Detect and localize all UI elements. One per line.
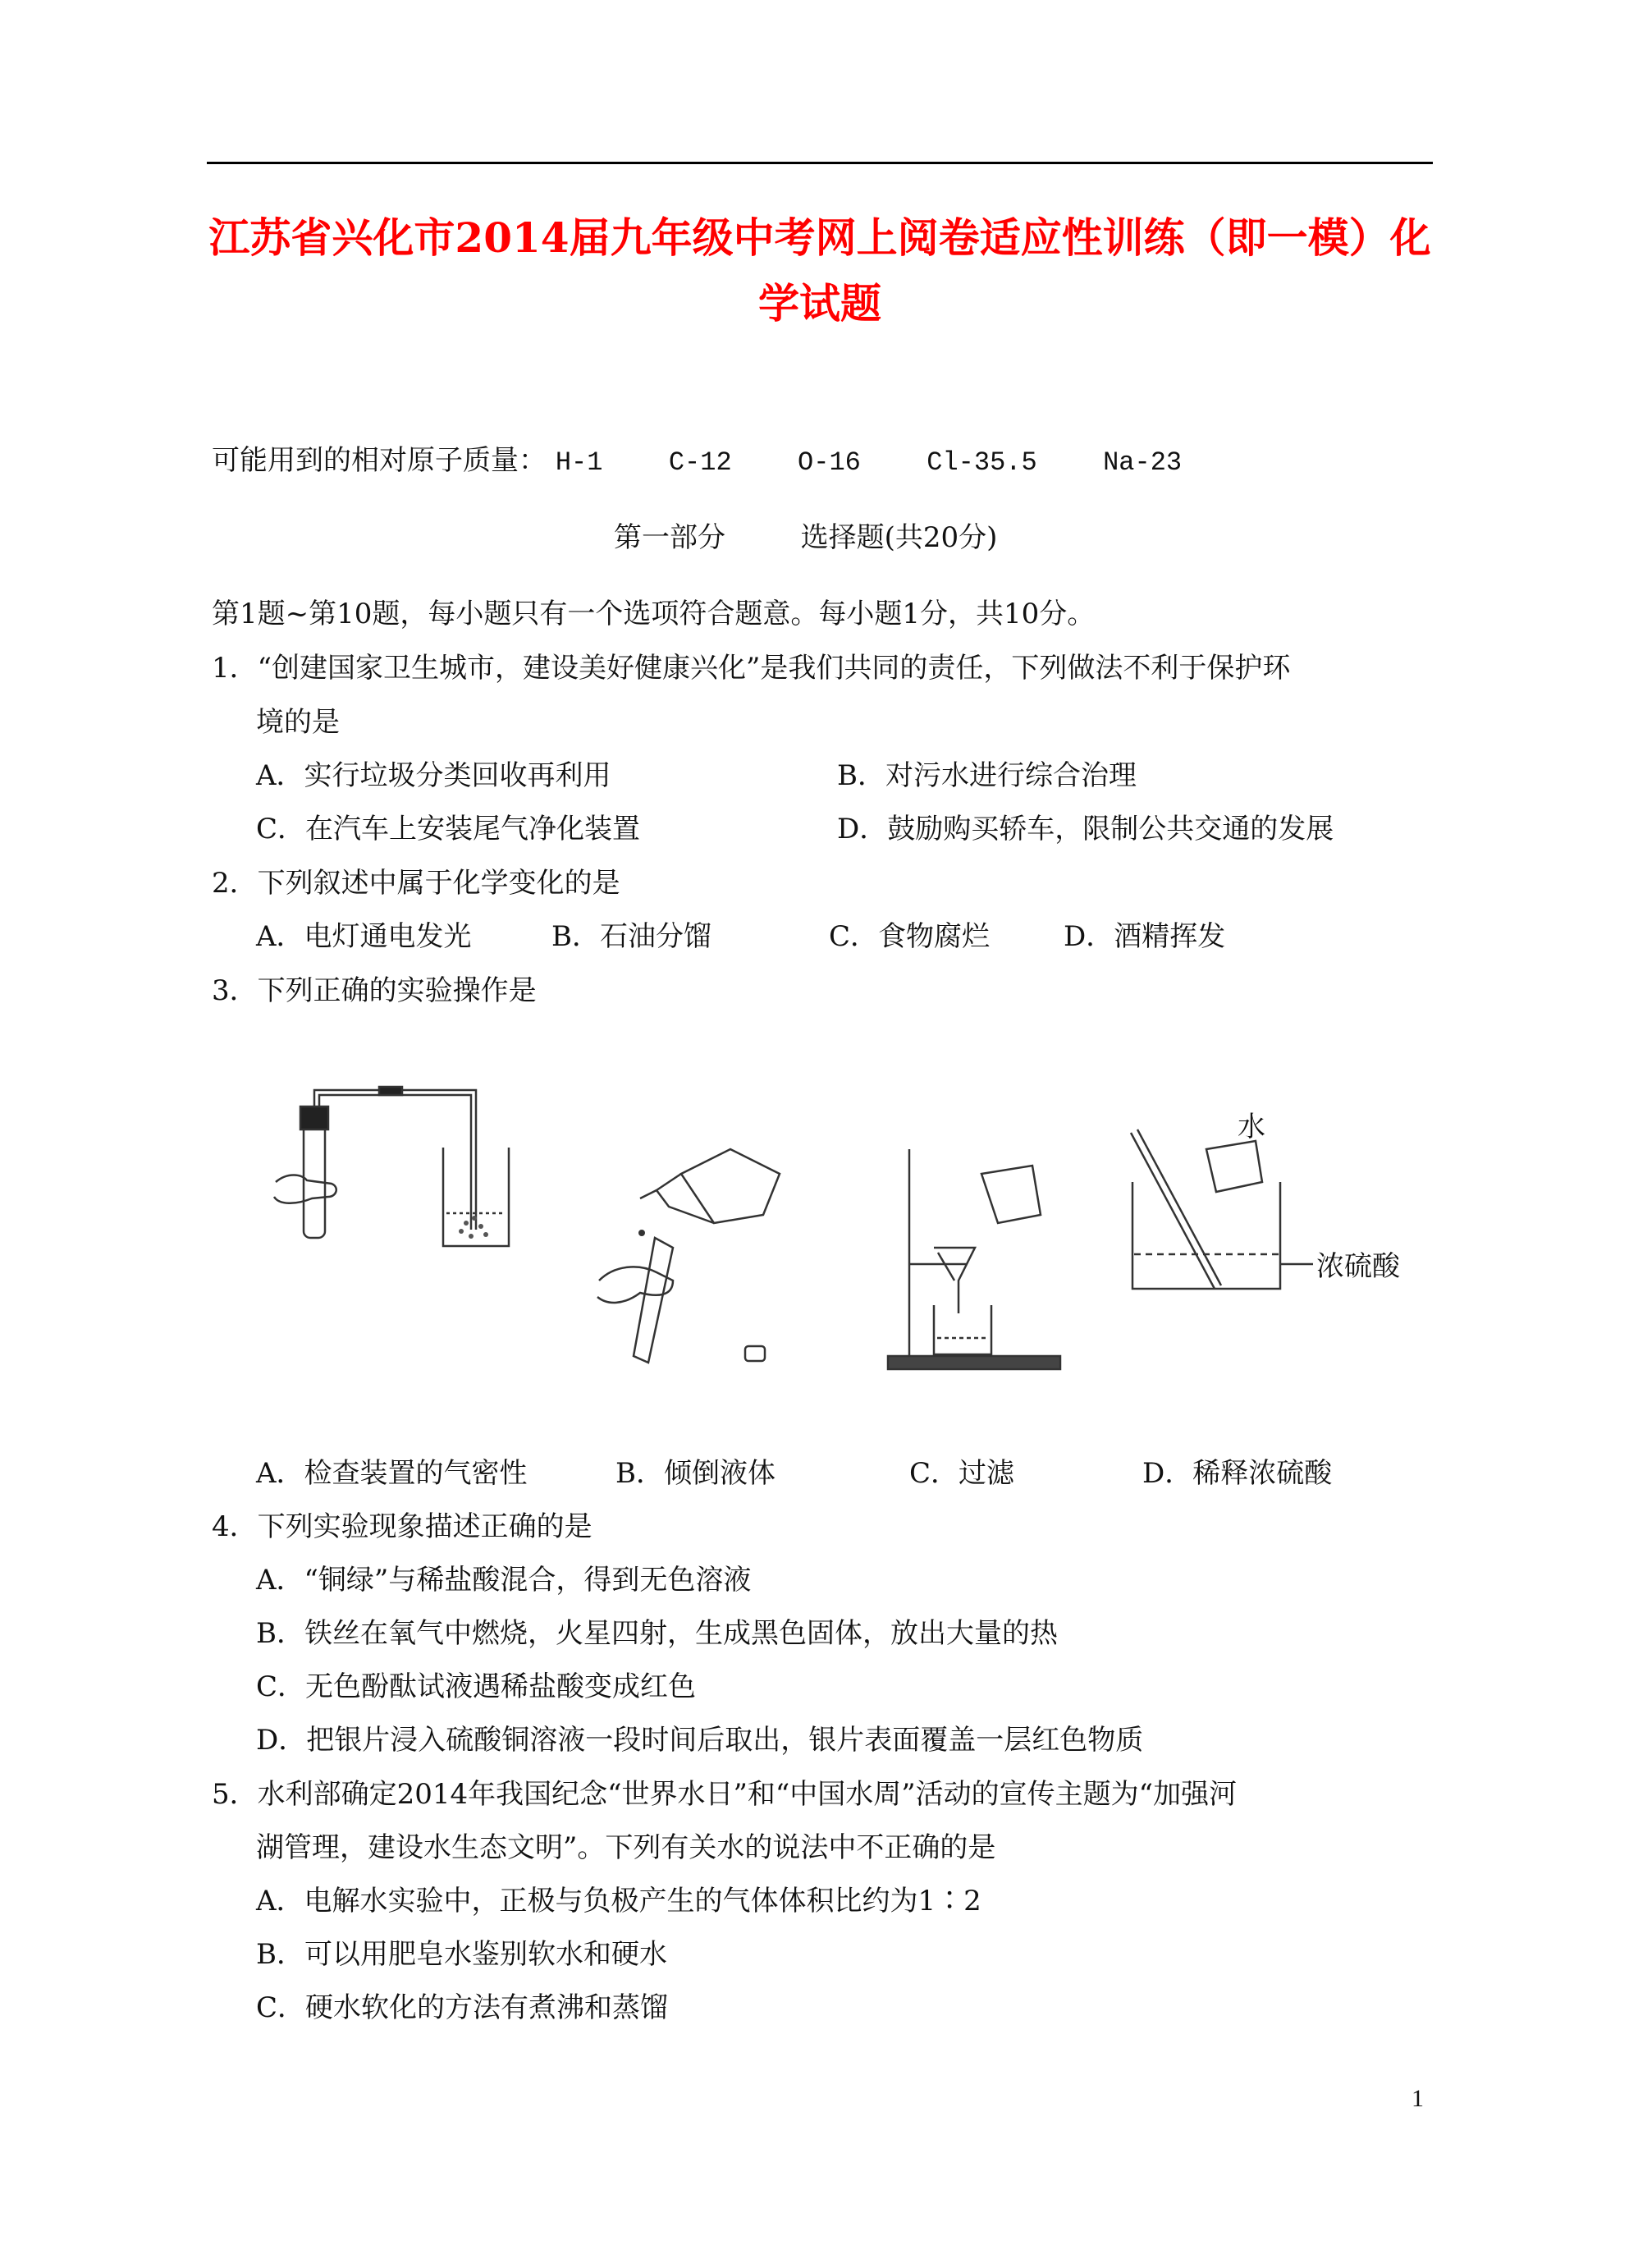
q1-option-d: D．鼓励购买轿车，限制公共交通的发展 [837,813,1334,845]
atomic-masses-line [212,438,1182,478]
section-part: 第一部分 [614,521,725,554]
section-instruction: 第1题~第10题，每小题只有一个选项符合题意。每小题1分，共10分。 [212,598,1096,630]
q3-stem: 3．下列正确的实验操作是 [212,974,537,1007]
title-line-1: 江苏省兴化市2014届九年级中考网上阅卷适应性训练（即一模）化 [208,213,1431,262]
mass-h: H-1 [555,447,603,478]
q1-option-c: C．在汽车上安装尾气净化装置 [256,813,641,845]
atomic-masses-label: 可能用到的相对原子质量： [212,444,547,477]
page-title [207,205,1433,337]
q4-stem: 4．下列实验现象描述正确的是 [212,1510,593,1543]
q2-stem: 2．下列叙述中属于化学变化的是 [212,867,620,900]
q2-option-d: D．酒精挥发 [1064,920,1226,953]
q3-option-c: C．过滤 [909,1457,1015,1490]
figure-diluting-acid [1116,1100,1436,1330]
q2-option-c: C．食物腐烂 [829,920,991,953]
label-acid: 浓硫酸 [1316,1250,1400,1283]
mass-na: Na-23 [1103,447,1183,478]
q1-stem-line2: 境的是 [256,706,340,739]
q1-option-a: A．实行垃圾分类回收再利用 [256,759,611,792]
title-line-2: 学试题 [758,279,881,328]
q2-option-b: B．石油分馏 [551,920,711,953]
header-rule [207,162,1433,164]
q4-option-a: A．“铜绿”与稀盐酸混合，得到无色溶液 [256,1564,752,1597]
mass-c: C-12 [668,447,732,478]
mass-o: O-16 [798,447,861,478]
section-heading [614,515,997,555]
figure-filtration [876,1141,1082,1379]
q4-option-c: C．无色酚酞试液遇稀盐酸变成红色 [256,1670,697,1703]
q3-option-a: A．检查装置的气密性 [256,1457,528,1490]
q4-option-d: D．把银片浸入硫酸铜溶液一段时间后取出，银片表面覆盖一层红色物质 [256,1724,1144,1757]
q1-option-b: B．对污水进行综合治理 [837,759,1137,792]
figure-airtightness-check [271,1082,525,1295]
figure-pouring-liquid [591,1141,804,1379]
label-water: 水 [1238,1111,1265,1143]
q5-stem-line2: 湖管理，建设水生态文明”。下列有关水的说法中不正确的是 [256,1831,996,1864]
q5-stem-line1: 5．水利部确定2014年我国纪念“世界水日”和“中国水周”活动的宣传主题为“加强河 [212,1778,1238,1811]
q5-option-a: A．电解水实验中，正极与负极产生的气体体积比约为1∶2 [256,1885,981,1917]
q2-option-a: A．电灯通电发光 [256,920,472,953]
mass-cl: Cl-35.5 [927,447,1037,478]
q3-option-d: D．稀释浓硫酸 [1142,1457,1333,1490]
q4-option-b: B．铁丝在氧气中燃烧，火星四射，生成黑色固体，放出大量的热 [256,1617,1058,1650]
q5-option-b: B．可以用肥皂水鉴别软水和硬水 [256,1938,667,1971]
q1-stem-line1: 1．“创建国家卫生城市，建设美好健康兴化”是我们共同的责任，下列做法不利于保护环 [212,652,1291,685]
q3-option-b: B．倾倒液体 [615,1457,776,1490]
section-name: 选择题(共20分) [800,521,998,554]
q5-option-c: C．硬水软化的方法有煮沸和蒸馏 [256,1991,669,2024]
page-number: 1 [1412,2085,1424,2112]
